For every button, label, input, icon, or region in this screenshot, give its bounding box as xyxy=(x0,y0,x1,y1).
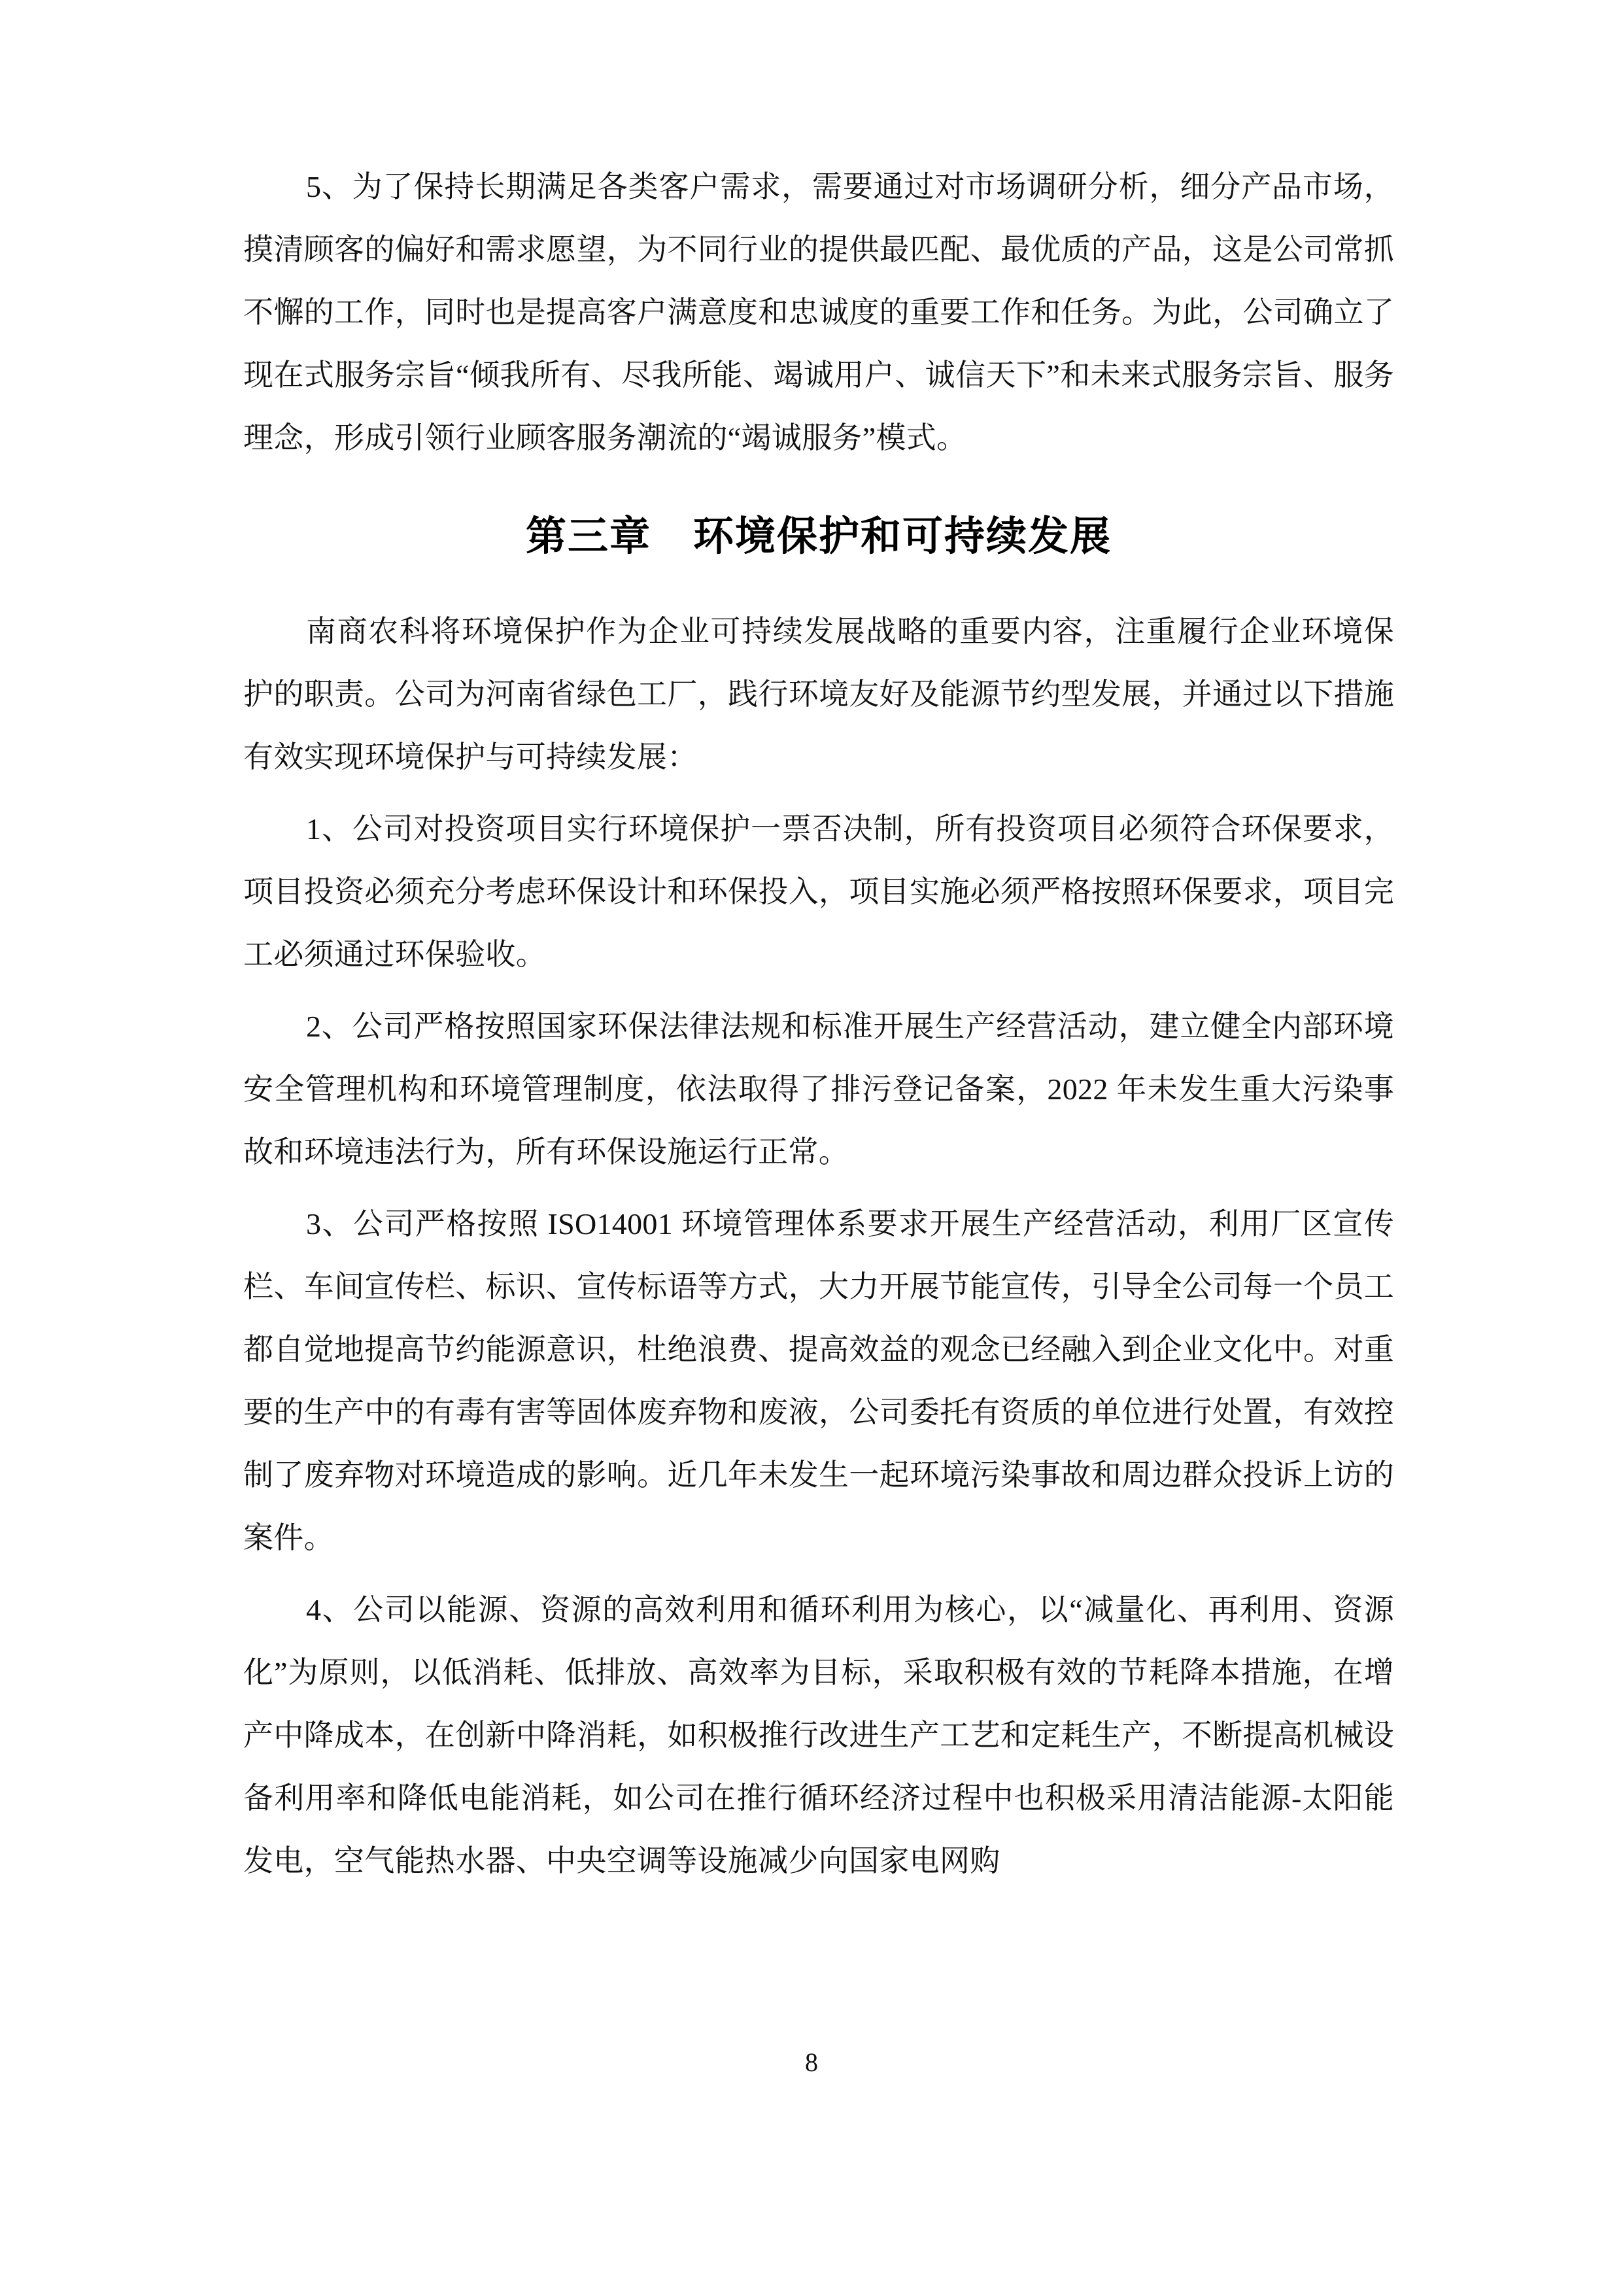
paragraph-item-1: 1、公司对投资项目实行环境保护一票否决制，所有投资项目必须符合环保要求，项目投资必须充分考虑环保设计和环保投入，项目实施必须严格按照环保要求，项目完工必须通过环保验收。 xyxy=(243,812,1394,971)
page-number: 8 xyxy=(805,2048,818,2077)
page-content xyxy=(243,156,1394,1902)
chapter-heading: 第三章 环境保护和可持续发展 xyxy=(525,512,1112,560)
paragraph-item-3: 3、公司严格按照 ISO14001 环境管理体系要求开展生产经营活动，利用厂区宣传栏、车间宣传栏、标识、宣传标语等方式，大力开展节能宣传，引导全公司每一个员工都自觉地提高节约能源意识，杜绝浪费、提高效益的观念已经融入到企业文化中。对重要的生产中的有毒有害等固体废弃物和废液，公司委托有资质的单位进行处置，有效控制了废弃物对环境造成的影响。近几年未发生一起环境污染事故和周边群众投诉上访的案件。 xyxy=(243,1207,1394,1554)
paragraph-item-4: 4、公司以能源、资源的高效利用和循环利用为核心，以“减量化、再利用、资源化”为原则，以低消耗、低排放、高效率为目标，采取积极有效的节耗降本措施，在增产中降成本，在创新中降消耗，如积极推行改进生产工艺和定耗生产，不断提高机械设备利用率和降低电能消耗，如公司在推行循环经济过程中也积极采用清洁能源-太阳能发电，空气能热水器、中央空调等设施减少向国家电网购 xyxy=(243,1593,1394,1877)
paragraph-intro: 南商农科将环境保护作为企业可持续发展战略的重要内容，注重履行企业环境保护的职责。公司为河南省绿色工厂，践行环境友好及能源节约型发展，并通过以下措施有效实现环境保护与可持续发展： xyxy=(243,615,1394,774)
paragraph-item-5: 5、为了保持长期满足各类客户需求，需要通过对市场调研分析，细分产品市场，摸清顾客的偏好和需求愿望，为不同行业的提供最匹配、最优质的产品，这是公司常抓不懈的工作，同时也是提高客户满意度和忠诚度的重要工作和任务。为此，公司确立了现在式服务宗旨“倾我所有、尽我所能、竭诚用户、诚信天下”和未来式服务宗旨、服务理念，形成引领行业顾客服务潮流的“竭诚服务”模式。 xyxy=(243,170,1394,454)
paragraph-item-2: 2、公司严格按照国家环保法律法规和标准开展生产经营活动，建立健全内部环境安全管理机构和环境管理制度，依法取得了排污登记备案，2022 年未发生重大污染事故和环境违法行为，所有环保设施运行正常。 xyxy=(243,1010,1394,1169)
